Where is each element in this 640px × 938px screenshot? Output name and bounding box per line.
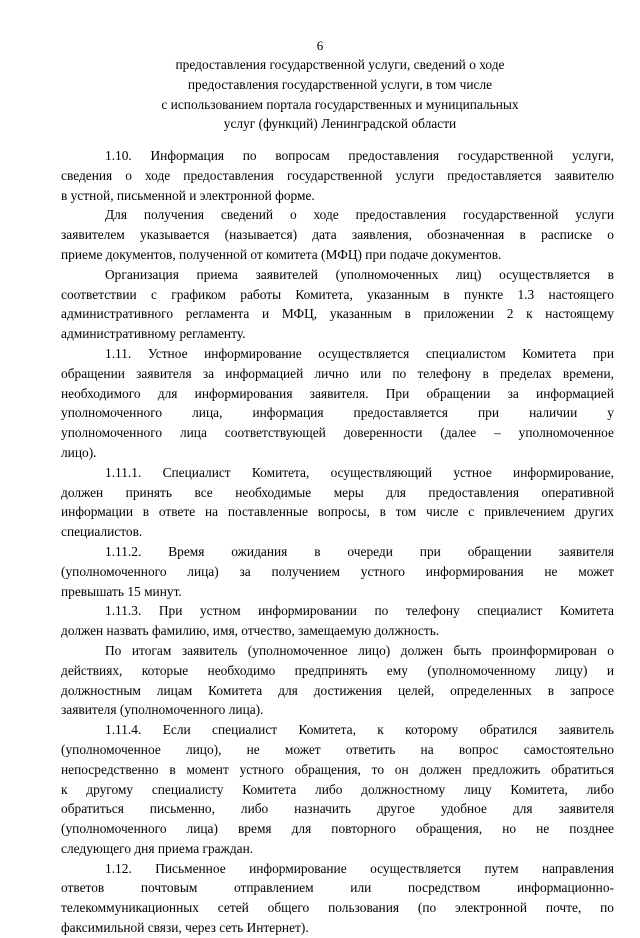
paragraph-line: административного регламента и МФЦ, указанным в приложении 2 к настоящему (61, 306, 614, 322)
paragraph (61, 601, 614, 641)
paragraph-line: 1.11. Устное информирование осуществляется специалистом Комитета при (105, 345, 614, 361)
heading-line: услуг (функций) Ленинградской области (223, 116, 457, 132)
paragraph (61, 265, 614, 344)
paragraph-line: в устной, письменной и электронной форме. (61, 187, 315, 203)
paragraph (61, 720, 614, 859)
paragraph (61, 146, 614, 205)
paragraph-line: заявителя (уполномоченного лица). (61, 702, 264, 718)
paragraph (61, 859, 614, 938)
paragraph-line: 1.11.2. Время ожидания в очереди при обращении заявителя (105, 543, 614, 559)
paragraph-line: уполномоченного лица соответствующей доверенности (далее – уполномоченное (61, 425, 614, 441)
document-body (61, 146, 614, 938)
page-number: 6 (316, 38, 324, 53)
paragraph-line: Организация приема заявителей (уполномоченных лиц) осуществляется в (105, 266, 614, 282)
paragraph (61, 205, 614, 264)
paragraph-line: обращении заявителя за информацией лично или по телефону в пределах времени, (61, 365, 614, 381)
paragraph-line: превышать 15 минут. (61, 583, 182, 599)
paragraph-line: 1.11.1. Специалист Комитета, осуществляющий устное информирование, (105, 464, 614, 480)
paragraph-line: Для получения сведений о ходе предоставления государственной услуги (105, 207, 614, 223)
paragraph-line: действиях, которые необходимо предпринять ему (уполномоченному лицу) и (61, 662, 614, 678)
paragraph-line: к другому специалисту Комитета либо должностному лицу Комитета, либо (61, 781, 614, 797)
paragraph-line: сведения о ходе предоставления государственной услуги предоставляется заявителю (61, 167, 614, 183)
paragraph-line: должностным лицам Комитета для достижения целей, определенных в запросе (61, 682, 614, 698)
section-heading (66, 55, 614, 134)
paragraph-line: заявителем указывается (называется) дата заявления, обозначенная в расписке о (61, 227, 614, 243)
paragraph-line: обратиться письменно, либо назначить другое удобное для заявителя (61, 801, 614, 817)
paragraph-line: следующего дня приема граждан. (61, 840, 254, 856)
paragraph-line: специалистов. (61, 524, 143, 540)
paragraph (61, 463, 614, 542)
paragraph-line: необходимого для информирования заявителя. При обращении за информацией (61, 385, 614, 401)
paragraph-line: По итогам заявитель (уполномоченное лицо) должен быть проинформирован о (105, 642, 614, 658)
heading-line: предоставления государственной услуги, сведений о ходе (175, 57, 505, 72)
heading-line: предоставления государственной услуги, в том числе (187, 76, 493, 92)
paragraph (61, 641, 614, 720)
paragraph-line: (уполномоченное лицо), не может ответить на вопрос самостоятельно (61, 741, 614, 757)
paragraph-line: телекоммуникационных сетей общего пользования (по электронной почте, по (61, 900, 614, 916)
paragraph-line: 1.10. Информация по вопросам предоставления государственной услуги, (105, 148, 614, 163)
heading-line: с использованием портала государственных и муниципальных (161, 96, 519, 112)
paragraph-line: (уполномоченного лица) за получением устного информирования не может (61, 563, 614, 579)
paragraph-line: должен принять все необходимые меры для предоставления оперативной (61, 484, 614, 500)
paragraph-line: (уполномоченного лица) время для повторного обращения, но не позднее (61, 821, 614, 837)
paragraph-line: непосредственно в момент устного обращения, то он должен предложить обратиться (61, 761, 614, 777)
paragraph-line: информации в ответе на поставленные вопросы, в том числе с привлечением других (61, 504, 614, 520)
paragraph-line: должен назвать фамилию, имя, отчество, замещаемую должность. (61, 623, 440, 639)
paragraph-line: 1.12. Письменное информирование осуществляется путем направления (105, 860, 614, 876)
paragraph-line: ответов почтовым отправлением или посредством информационно- (61, 880, 614, 896)
paragraph (61, 344, 614, 463)
paragraph-line: факсимильной связи, через сеть Интернет). (61, 920, 309, 936)
paragraph (61, 542, 614, 601)
paragraph-line: уполномоченного лица, информация предоставляется при наличии у (61, 405, 614, 421)
paragraph-line: лицо). (61, 444, 97, 460)
paragraph-line: соответствии с графиком работы Комитета, указанным в пункте 1.3 настоящего (61, 286, 614, 302)
paragraph-line: административному регламенту. (61, 326, 246, 342)
paragraph-line: 1.11.3. При устном информировании по телефону специалист Комитета (105, 603, 614, 619)
paragraph-line: 1.11.4. Если специалист Комитета, к которому обратился заявитель (105, 722, 614, 738)
paragraph-line: приеме документов, полученной от комитета (МФЦ) при подаче документов. (61, 246, 502, 262)
